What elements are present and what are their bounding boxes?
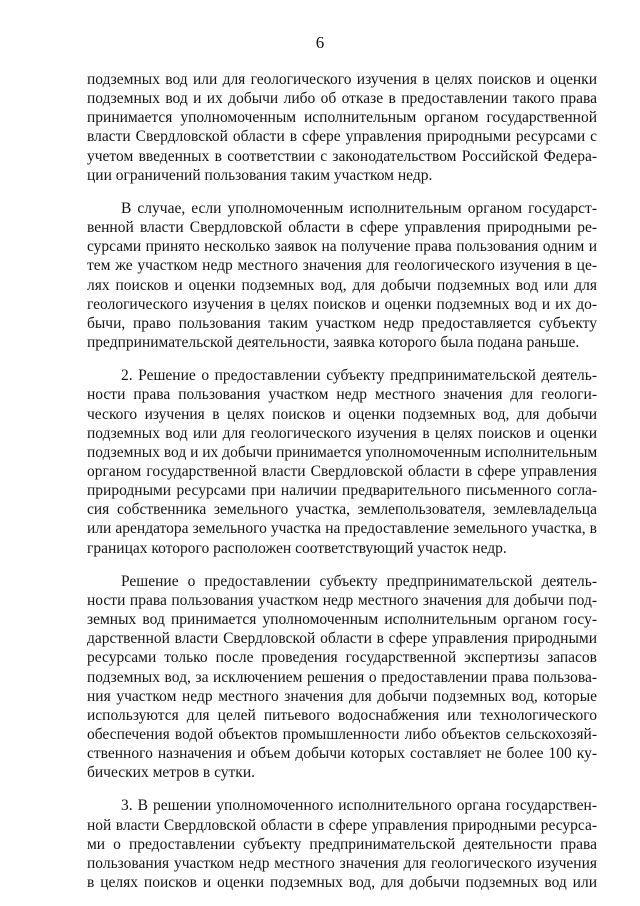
text-line: ственного назначения и объем добычи которых составляет не более 100 ку- (87, 745, 597, 763)
text-line: ности права пользования участком недр местного значения для геологи- (87, 386, 597, 404)
text-line: ческого изучения в целях поисков и оценки подземных вод, для добычи (87, 405, 597, 423)
text-line: сия собственника земельного участка, землепользователя, землевладельца (87, 501, 597, 519)
text-line: власти Свердловской области в сфере управления природными ресурсами с (87, 128, 597, 146)
text-line: подземных вод или для геологического изучения в целях поисков и оценки (87, 424, 597, 442)
paragraph-expertise-decision (87, 572, 597, 783)
text-line: земных вод принимается уполномоченным исполнительным органом госу- (87, 611, 597, 629)
text-line: ресурсами только после проведения государственной экспертизы запасов (87, 649, 597, 667)
text-line: или арендатора земельного участка на предоставление земельного участка, в (87, 520, 597, 538)
text-line: бических метров в сутки. (87, 764, 256, 782)
paragraph-item-2 (87, 366, 597, 558)
text-line: подземных вод и их добычи либо об отказе в предоставлении такого права (87, 90, 597, 108)
text-line: обеспечения водой объектов промышленности либо объектов сельскохозяй- (87, 726, 597, 743)
text-line: тем же участком недр местного значения для геологического изучения в це- (87, 257, 597, 275)
text-line: учетом введенных в соответствии с законодательством Российской Федера- (87, 147, 597, 165)
text-line: подземных вод и их добычи принимается уполномоченным исполнительным (87, 443, 598, 461)
text-line: геологического изучения в целях поисков и оценки подземных вод и их до- (87, 295, 597, 313)
text-line: ния участком недр местного значения для добычи подземных вод, которые (87, 687, 597, 705)
paragraph-item-3 (87, 796, 597, 892)
text-line: 3. В решении уполномоченного исполнительного органа государствен- (121, 797, 597, 815)
text-line: ции ограничений пользования таким участком недр. (87, 166, 433, 184)
text-line: в целях поисков и оценки подземных вод, для добычи подземных вод или (87, 874, 597, 892)
text-line: бычи, право пользования таким участком недр предоставляется субъекту (87, 314, 597, 332)
text-line: венной власти Свердловской области в сфере управления природными ре- (87, 219, 597, 237)
text-line: лях поисков и оценки подземных вод, для добычи подземных вод или для (87, 276, 597, 294)
text-line: 2. Решение о предоставлении субъекту предпринимательской деятель- (121, 367, 597, 385)
text-line: В случае, если уполномоченным исполнительным органом государст- (121, 199, 597, 217)
text-line: ми о предоставлении субъекту предпринимательской деятельности права (87, 835, 597, 853)
text-line: Решение о предоставлении субъекту предпринимательской деятель- (121, 572, 597, 590)
text-line: сурсами принято несколько заявок на получение права пользования одним и (87, 238, 597, 256)
text-line: принимается уполномоченным исполнительным органом государственной (87, 109, 597, 127)
text-line: пользования участком недр местного значения для геологического изучения (87, 854, 597, 872)
text-line: органом государственной власти Свердловской области в сфере управления (87, 462, 597, 480)
text-line: ности права пользования участком недр местного значения для добычи под- (87, 591, 597, 609)
paragraph-continuation (87, 70, 597, 185)
text-line: подземных вод или для геологического изучения в целях поисков и оценки (87, 71, 597, 88)
paragraph-multiple-applications (87, 199, 597, 352)
text-line: дарственной власти Свердловской области в сфере управления природными (87, 630, 597, 648)
text-line: границах которого расположен соответствующий участок недр. (87, 539, 507, 557)
text-line: подземных вод, за исключением решения о предоставлении права пользова- (87, 668, 597, 686)
document-body (87, 70, 597, 906)
page-number: 6 (315, 33, 325, 52)
text-line: предпринимательской деятельности, заявка которого была подана раньше. (87, 334, 580, 352)
text-line: природными ресурсами при наличии предварительного письменного согла- (87, 482, 597, 500)
text-line: используются для целей питьевого водоснабжения или технологического (87, 706, 597, 724)
text-line: ной власти Свердловской области в сфере управления природными ресурса- (87, 816, 597, 834)
